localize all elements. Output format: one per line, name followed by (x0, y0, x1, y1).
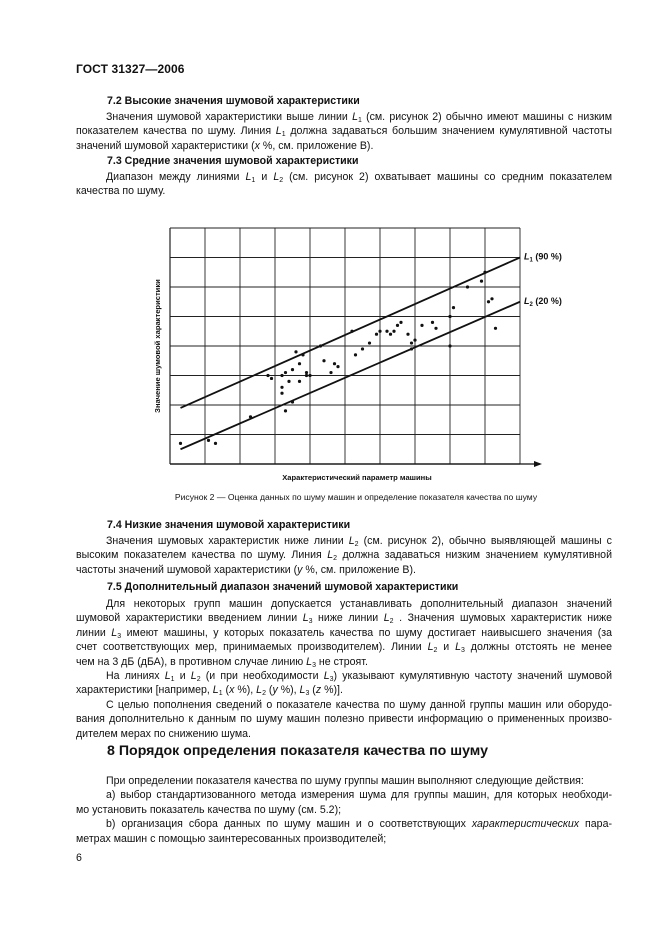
data-point (287, 380, 290, 383)
data-point (280, 392, 283, 395)
text-run: и (255, 171, 274, 183)
data-point (483, 271, 486, 274)
text-line (76, 817, 612, 831)
text-run: ниже линии (312, 612, 384, 625)
symbol-L: L (306, 655, 313, 668)
data-point (410, 347, 413, 350)
data-point (284, 409, 287, 412)
data-point (368, 341, 371, 344)
symbol-L: L (212, 684, 219, 697)
text-run: ( (222, 684, 230, 697)
subscript: 1 (251, 177, 256, 184)
subscript: 1 (170, 675, 175, 683)
data-point (280, 386, 283, 389)
subscript: 2 (389, 618, 394, 626)
text-line: мо установить показатель качества по шуму (см. 5.2); (76, 803, 342, 816)
line-label-percent: (90 %) (532, 251, 562, 262)
data-point (336, 365, 339, 368)
text-run: %, см. приложение В). (302, 563, 416, 576)
data-point (361, 347, 364, 350)
data-point (413, 339, 416, 342)
text-run: должна задаваться низким значением кумулятивной (337, 549, 612, 562)
text-run: линии (76, 626, 112, 639)
data-point (305, 371, 308, 374)
section-7-4-heading: 7.4 Низкие значения шумовой характеристики (107, 519, 351, 531)
text-run: %), (277, 684, 300, 697)
section-7-5-text (76, 597, 612, 741)
text-run: . Значения шумовых характеристик ниже (393, 612, 612, 625)
text-run: Значения шумовых характеристик ниже линии (106, 535, 349, 547)
text-run: должна задаваться большим значением кумулятивной частоты (285, 125, 612, 138)
text-run: показателем качества по шуму. Линия (76, 125, 276, 138)
data-point (434, 327, 437, 330)
text-run: %)]. (321, 684, 343, 697)
data-point (406, 333, 409, 336)
text-line: дителем мерах по снижению шума. (76, 727, 251, 740)
section-7-3-text (76, 170, 612, 199)
symbol-L: L (190, 669, 197, 682)
subscript: 2 (262, 690, 266, 698)
data-point (284, 371, 287, 374)
symbol-L: L (111, 626, 118, 639)
x-axis-arrow (534, 461, 542, 467)
data-point (291, 368, 294, 371)
section-7-3-heading: 7.3 Средние значения шумовой характеристики (107, 155, 359, 167)
text-run: ( (309, 684, 316, 697)
subscript: 1 (357, 117, 362, 124)
text-line: вания дополнительно к данным по шуму машин полезно привести информацию о примененных произво- (76, 713, 612, 726)
text-line (76, 640, 612, 654)
data-point (385, 330, 388, 333)
symbol-L: L (164, 669, 171, 682)
data-point (399, 321, 402, 324)
data-point (466, 285, 469, 288)
text-run: ( (265, 684, 273, 697)
regression-line-1 (181, 258, 521, 408)
figure-2-chart (150, 218, 562, 482)
text-line (76, 683, 612, 697)
text-run: счет соответствующих мер, принимаемых производителем). Линии (76, 641, 428, 654)
data-point (431, 321, 434, 324)
symbol-L: L (427, 641, 434, 654)
symbol-x: x (229, 684, 235, 697)
text-line (76, 534, 612, 548)
subscript: 2 (279, 177, 284, 184)
subscript: 2 (433, 647, 438, 655)
text-run: %, см. приложение В). (259, 139, 374, 152)
text-run: значений шумовой характеристики ( (76, 139, 255, 152)
data-point (333, 362, 336, 365)
data-point (308, 374, 311, 377)
text-run: высоким показателем качества по шуму. Линия (76, 549, 328, 562)
data-point (319, 344, 322, 347)
symbol-L: L (323, 669, 330, 682)
text-run: ) указывают кумулятивную частоту значений шумовой (333, 669, 612, 682)
text-run: (см. рисунок 2), обычно выявляющей машины с (358, 535, 612, 547)
text-line (76, 548, 612, 562)
section-7-4-text (76, 534, 612, 577)
text-line (76, 170, 612, 184)
text-run: (см. рисунок 2) обычно имеют машины с низким (361, 111, 612, 123)
data-point (301, 353, 304, 356)
subscript: 3 (460, 647, 465, 655)
text-line: метрах машин с помощью заинтересованных производителей; (76, 832, 387, 845)
symbol-L: L (299, 684, 306, 697)
symbol-x: x (254, 139, 260, 152)
data-point (207, 439, 210, 442)
symbol-L: L (352, 111, 358, 123)
text-line (76, 669, 612, 683)
section-8-heading: 8 Порядок определения показателя качества по шуму (107, 743, 488, 759)
section-7-5-heading: 7.5 Дополнительный диапазон значений шумовой характеристики (107, 581, 459, 593)
subscript: 1 (218, 690, 223, 698)
symbol-L: L (273, 171, 280, 183)
text-line (76, 611, 612, 625)
data-point (179, 442, 182, 445)
data-point (249, 415, 252, 418)
text-run: b) организация сбора данных по шуму машин и о соответствующих (106, 818, 472, 831)
text-run: частоты значений шумовой характеристики ( (76, 563, 298, 576)
symbol-L: L (256, 684, 263, 697)
subscript: 3 (312, 661, 316, 669)
line-label-subscript: 2 (529, 301, 533, 308)
data-point (420, 324, 423, 327)
data-point (329, 371, 332, 374)
text-line (76, 563, 612, 577)
data-point (270, 377, 273, 380)
figure-caption: Рисунок 2 — Оценка данных по шуму машин и определение показателя качества по шуму (174, 492, 538, 502)
data-point (322, 359, 325, 362)
data-point (280, 374, 283, 377)
y-axis-label: Значение шумовой характеристики (153, 279, 162, 413)
text-run: На линиях (106, 669, 165, 682)
data-point (266, 374, 269, 377)
text-run: (см. рисунок 2) охватывает машины со средним показателем (283, 171, 612, 183)
subscript: 3 (117, 632, 122, 640)
line-label-1 (524, 252, 562, 264)
section-8-text (76, 774, 612, 846)
document-header: ГОСТ 31327—2006 (76, 62, 185, 76)
line-label-2 (524, 296, 562, 308)
data-point (354, 353, 357, 356)
text-run: должны отстоять не менее (464, 641, 612, 654)
data-point (291, 400, 294, 403)
text-line (76, 110, 612, 124)
symbol-L: L (302, 612, 309, 625)
data-point (448, 315, 451, 318)
subscript: 3 (308, 618, 313, 626)
data-point (448, 344, 451, 347)
page-number: 6 (76, 852, 82, 864)
text-run: чем на 3 дБ (дБА), в противном случае линию (76, 655, 307, 668)
symbol-y: y (272, 684, 278, 697)
symbol-L: L (327, 549, 334, 562)
subscript: 2 (333, 555, 337, 563)
data-point (494, 327, 497, 330)
data-point (410, 341, 413, 344)
text-line: С целью пополнения сведений о показателе качества по шуму данной группы машин или оборудо- (106, 698, 612, 711)
text-run: характеристики [например, (76, 684, 213, 697)
symbol-L: L (383, 612, 390, 625)
text-line (76, 124, 612, 138)
text-run: и (174, 669, 191, 682)
text-run: шумовой характеристики введением линии (76, 612, 303, 625)
data-point (305, 374, 308, 377)
data-point (298, 380, 301, 383)
text-line: а) выбор стандартизованного метода измерения шума для группы машин, для которых необходи- (106, 789, 612, 802)
data-point (452, 306, 455, 309)
data-point (294, 350, 297, 353)
text-line: качества по шуму. (76, 185, 166, 198)
line-label-symbol: L (524, 251, 530, 262)
data-point (298, 362, 301, 365)
italic-term: характеристических (471, 818, 580, 831)
symbol-L: L (455, 641, 461, 654)
line-label-subscript: 1 (529, 257, 533, 264)
text-run: и (437, 641, 456, 654)
subscript: 1 (281, 131, 286, 139)
text-line (76, 626, 612, 640)
data-point (487, 300, 490, 303)
text-line: Для некоторых групп машин допускается устанавливать дополнительный диапазон значений (106, 598, 612, 610)
data-point (396, 324, 399, 327)
subscript: 3 (329, 675, 334, 683)
data-point (490, 297, 493, 300)
section-7-2-heading: 7.2 Высокие значения шумовой характеристики (107, 95, 360, 107)
symbol-L: L (275, 125, 282, 138)
text-line (76, 655, 612, 669)
data-point (378, 330, 381, 333)
subscript: 2 (354, 541, 359, 548)
section-7-2-text (76, 110, 612, 153)
data-point (375, 333, 378, 336)
data-point (480, 280, 483, 283)
x-axis-label: Характеристический параметр машины (282, 473, 432, 482)
text-run: пара- (579, 818, 612, 831)
text-line (76, 139, 612, 153)
subscript: 2 (196, 675, 201, 683)
data-point (389, 333, 392, 336)
data-point (214, 442, 217, 445)
data-point (350, 330, 353, 333)
subscript: 3 (305, 690, 310, 698)
symbol-y: y (297, 563, 303, 576)
text-run: (и при необходимости (200, 669, 324, 682)
text-run: %), (234, 684, 257, 697)
text-line: При определении показателя качества по шуму группы машин выполняют следующие действия: (106, 775, 584, 787)
text-run: имеют машины, у которых показатель качества по шуму достигает наивысшего значения (за (121, 626, 612, 639)
text-run: не строят. (315, 655, 368, 668)
text-run: Значения шумовой характеристики выше линии (106, 111, 353, 123)
symbol-L: L (245, 171, 252, 183)
text-run: Диапазон между линиями (106, 171, 246, 183)
symbol-z: z (315, 684, 322, 697)
data-point (392, 330, 395, 333)
line-label-symbol: L (524, 295, 530, 306)
symbol-L: L (348, 535, 355, 547)
line-label-percent: (20 %) (532, 295, 562, 306)
